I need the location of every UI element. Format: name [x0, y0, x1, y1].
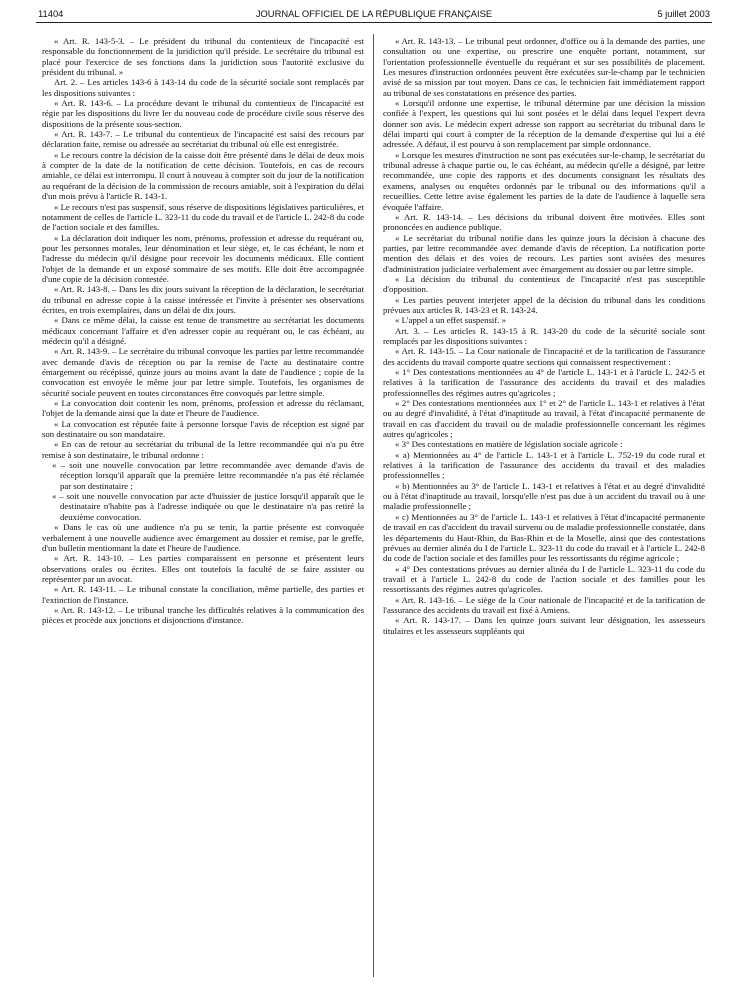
paragraph: « Le secrétariat du tribunal notifie dans les quinze jours la décision à chacune des parties, par lettre recommandée avec demande d'avis de réception. La notification porte mention des délais et des voies de recours. Les parties sont avisées des mesures d'administration judiciaire verbalement avec émargement au dossier ou par lettre simple.: [383, 232, 705, 274]
right-column: [383, 36, 705, 636]
paragraph: « La convocation est réputée faite à personne lorsque l'avis de réception est signé par son destinataire ou son mandataire.: [42, 418, 364, 440]
paragraph: « Art. R. 143-16. – Le siège de la Cour nationale de l'incapacité et de la tarification de l'assurance des accidents du travail est fixé à Amiens.: [383, 594, 705, 615]
paragraph: « Art. R. 143-14. – Les décisions du tribunal doivent être motivées. Elles sont prononcées en audience publique.: [383, 211, 705, 233]
paragraph: « 4° Des contestations prévues au dernier alinéa du I de l'article L. 323-11 du code du travail et à l'article L. 242-8 du code de l'action sociale et des familles pour les ressortissants des régimes autres qu'agricoles.: [383, 563, 705, 595]
paragraph: « Lorsque les mesures d'instruction ne sont pas exécutées sur-le-champ, le secrétariat du tribunal adresse à chaque partie ou, le cas échéant, au médecin qu'elle a désigné, par lettre recommandée, une copie des rapports et des documents consignant les résultats des examens, analyses ou enquêtes ordonnés par le tribunal ou des informations qu'il a recueillies. Cette lettre avise également les parties de la date de l'audience à laquelle sera évoquée l'affaire.: [383, 149, 705, 212]
paragraph: « Art. R. 143-9. – Le secrétaire du tribunal convoque les parties par lettre recommandée avec demande d'avis de réception ou par la remise de l'acte au destinataire contre émargement ou récépissé, quinze jours au moins avant la date de l'audience ; copie de la convocation est envoyée le même jour par lettre simple. Toutefois, les organismes de sécurité sociale peuvent en toutes circonstances être convoqués par lettre simple.: [42, 346, 364, 398]
paragraph: « Dans ce même délai, la caisse est tenue de transmettre au secrétariat les documents médicaux concernant l'affaire et d'en adresser copie au requérant ou, le cas échéant, au médecin qu'il a désigné.: [42, 315, 364, 346]
publication-date: 5 juillet 2003: [657, 8, 710, 19]
paragraph: « Art. R. 143-10. – Les parties comparaissent en personne et présentent leurs observations orales ou écrites. Elles ont toutefois la faculté de se faire assister ou représenter par un avocat.: [42, 553, 364, 584]
paragraph: « 3° Des contestations en matière de législation sociale agricole :: [395, 439, 623, 450]
paragraph: « Le recours n'est pas suspensif, sous réserve de dispositions législatives particulières, et notamment de celles de l'article L. 323-11 du code du travail et de l'article L. 242-8 du code de l'action sociale et des familles.: [42, 201, 364, 233]
paragraph: Art. 3. – Les articles R. 143-15 à R. 143-20 du code de la sécurité sociale sont remplacés par les dispositions suivantes :: [383, 325, 705, 346]
paragraph: « Art. R. 143-5-3. – Le président du tribunal du contentieux de l'incapacité est responsable du fonctionnement de la juridiction qu'il préside. Le secrétaire du tribunal est placé pour l'exercice de ses fonctions dans la juridiction sous l'autorité exclusive du président du tribunal. »: [42, 36, 364, 78]
paragraph: « En cas de retour au secrétariat du tribunal de la lettre recommandée qui n'a pu être remise à son destinataire, le tribunal ordonne :: [42, 439, 364, 460]
paragraph: « 1° Des contestations mentionnées au 4° de l'article L. 143-1 et à l'article L. 242-5 et relatives à la tarification de l'assurance des accidents du travail et des maladies professionnelles des régimes autres qu'agricoles ;: [383, 367, 705, 398]
paragraph: « Art. R. 143-12. – Le tribunal tranche les difficultés relatives à la communication des pièces et procède aux jonctions et disjonctions d'instance.: [42, 604, 364, 626]
paragraph: « Lorsqu'il ordonne une expertise, le tribunal détermine par une décision la mission confiée à l'expert, les questions qui lui sont posées et le délai dans lequel l'expert devra donner son avis. Le médecin expert adresse son rapport au secrétariat du tribunal dans le délai imparti qui court à compter de la réception de la demande d'expertise qui lui a été adressée. A défaut, il est pourvu à son remplacement par simple ordonnance.: [383, 98, 705, 150]
paragraph: « Art. R. 143-8. – Dans les dix jours suivant la réception de la déclaration, le secrétariat du tribunal en adresse copie à la caisse intéressée et l'invite à présenter ses observations écrites, en trois exemplaires, dans un délai de dix jours.: [42, 284, 364, 315]
list-item: « – soit une nouvelle convocation par acte d'huissier de justice lorsqu'il apparaît que le destinataire n'habite pas à l'adresse indiquée ou que le destinataire n'a pas retiré la deuxième convocation.: [52, 491, 364, 522]
paragraph: « Art. R. 143-13. – Le tribunal peut ordonner, d'office ou à la demande des parties, une consultation ou une expertise, ou prescrire une enquête portant, notamment, sur l'orientation professionnelle éventuelle du requérant et sur ses possibilités de placement. Les mesures d'instruction ordonnées peuvent être exécutées sur-le-champ par le technicien avisé de sa mission par tout moyen. Dans ce cas, le technicien fait immédiatement rapport au tribunal de ses constatations en présence des parties.: [383, 36, 705, 98]
paragraph: « 2° Des contestations mentionnées aux 1° et 2° de l'article L. 143-1 et relatives à l'état ou au degré d'invalidité, à l'état d'inaptitude au travail, à l'état d'incapacité permanente de travail en cas d'accident du travail ou de maladie professionnelle concernant les régimes autres qu'agricoles ;: [383, 398, 705, 440]
paragraph: « L'appel a un effet suspensif. »: [395, 315, 507, 326]
list-item: « – soit une nouvelle convocation par lettre recommandée avec demande d'avis de réception lorsqu'il apparaît que la première lettre recommandée n'a pas été réclamée par son destinataire ;: [52, 460, 364, 491]
column-divider: [373, 34, 374, 977]
page-number: 11404: [38, 8, 64, 19]
paragraph: Art. 2. – Les articles 143-6 à 143-14 du code de la sécurité sociale sont remplacés par les dispositions suivantes :: [42, 77, 364, 98]
page-header: [36, 8, 712, 23]
paragraph: « a) Mentionnées au 4° de l'article L. 143-1 et à l'article L. 752-19 du code rural et relatives à la tarification de l'assurance des accidents du travail et des maladies professionnelles ;: [383, 449, 705, 481]
left-column: [42, 36, 364, 626]
paragraph: « La convocation doit contenir les nom, prénoms, profession et adresse du réclamant, l'objet de la demande ainsi que la date et l'heure de l'audience.: [42, 398, 364, 419]
paragraph: « Art. R. 143-15. – La Cour nationale de l'incapacité et de la tarification de l'assurance des accidents du travail comporte quatre sections qui connaissent respectivement :: [383, 346, 705, 367]
paragraph: « c) Mentionnées au 3° de l'article L. 143-1 et relatives à l'état d'incapacité permanente de travail en cas d'accident du travail survenu ou de maladie professionnelle constatée, dans les départements du Haut-Rhin, du Bas-Rhin et de la Moselle, ainsi que des contestations prévues au dernier alinéa du I de l'article L. 323-11 du code du travail et à l'article L. 242-8 du code de l'action sociale et des familles pour les ressortissants du régime agricole ;: [383, 511, 705, 564]
journal-title: JOURNAL OFFICIEL DE LA RÉPUBLIQUE FRANÇAISE: [255, 8, 493, 19]
paragraph: « Les parties peuvent interjeter appel de la décision du tribunal dans les conditions prévues aux articles R. 143-23 et R. 143-24.: [383, 294, 705, 315]
paragraph: « La décision du tribunal du contentieux de l'incapacité n'est pas susceptible d'opposition.: [383, 273, 705, 295]
paragraph: « Dans le cas où une audience n'a pu se tenir, la partie présente est convoquée verbalement à une nouvelle audience avec émargement au dossier et remise, par le greffe, d'un bulletin mentionnant la date et l'heure de l'audience.: [42, 522, 364, 553]
paragraph: « Art. R. 143-11. – Le tribunal constate la conciliation, même partielle, des parties et l'extinction de l'instance.: [42, 584, 364, 605]
paragraph: « Art. R. 143-6. – La procédure devant le tribunal du contentieux de l'incapacité est régie par les dispositions du livre Ier du nouveau code de procédure civile sous réserve des dispositions de la présente sous-section.: [42, 98, 364, 129]
paragraph: « Le recours contre la décision de la caisse doit être présenté dans le délai de deux mois à compter de la date de la notification de cette décision. Toutefois, en cas de recours amiable, ce délai est interrompu. Il court à nouveau à compter soit du jour de la notification au requérant de la décision de la commission de recours amiable, soit à l'expiration du délai d'un mois prévu à l'article R. 143-1.: [42, 149, 364, 202]
paragraph: « Art. R. 143-17. – Dans les quinze jours suivant leur désignation, les assesseurs titulaires et les assesseurs suppléants qui: [383, 615, 705, 636]
paragraph: « Art. R. 143-7. – Le tribunal du contentieux de l'incapacité est saisi des recours par déclaration faite, remise ou adressée au secrétariat du tribunal où elle est enregistrée.: [42, 129, 364, 150]
paragraph: « b) Mentionnées au 3° de l'article L. 143-1 et relatives à l'état et au degré d'invalidité ou à l'état d'inaptitude au travail, lorsqu'elle n'est pas due à un accident du travail ou à une maladie professionnelle ;: [383, 480, 705, 512]
paragraph: « La déclaration doit indiquer les nom, prénoms, profession et adresse du requérant ou, pour les personnes morales, leur dénomination et leur siège, et, le cas échéant, le nom et l'adresse du médecin qu'il désigne pour recevoir les documents médicaux. Elle contient l'objet de la demande et un exposé sommaire de ses motifs. Elle doit être accompagnée d'une copie de la décision contestée.: [42, 232, 364, 284]
